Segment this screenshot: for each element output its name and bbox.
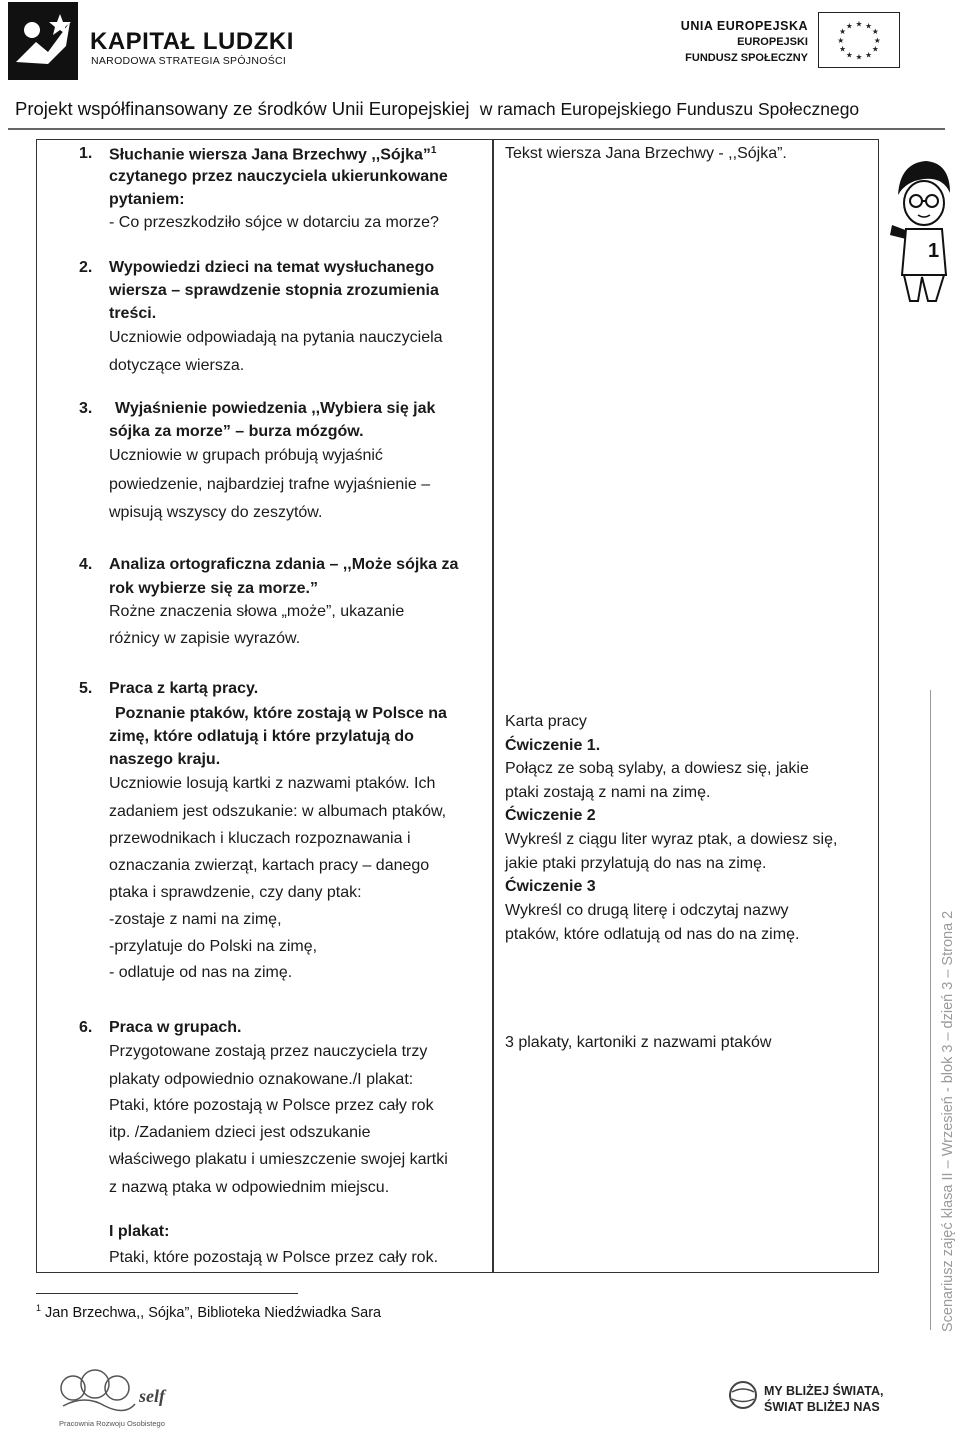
s6-l7: z nazwą ptaka w odpowiednim miejscu. — [109, 1179, 390, 1196]
footnote-mark: 1 — [36, 1303, 42, 1313]
section-2-number: 2. — [79, 259, 93, 276]
eu-flag-icon — [818, 12, 900, 68]
s5-l8: oznaczania zwierząt, kartach pracy – danego — [109, 857, 430, 874]
footnote-text: Jan Brzechwa,, Sójka”, Biblioteka Niedźwiadka Sara — [41, 1304, 382, 1321]
page-side-caption: Scenariusz zajęć klasa II – Wrzesień - blok 3 – dzień 3 – Strona 2 — [940, 910, 956, 1332]
ue-text-block — [681, 18, 808, 66]
svg-text:★: ★ — [855, 52, 863, 62]
s5-l12: - odlatuje od nas na zimę. — [109, 964, 293, 981]
s5-l10: -zostaje z nami na zimę, — [109, 911, 282, 928]
exercise-1-l2: ptaki zostają z nami na zimę. — [505, 784, 711, 801]
section-1-title — [109, 145, 436, 164]
kapital-ludzki-subtitle: NARODOWA STRATEGIA SPÓJNOŚCI — [91, 55, 287, 67]
section-5-number: 5. — [79, 680, 93, 697]
s6-l6: właściwego plakatu i umieszczenie swojej kartki — [109, 1151, 448, 1168]
table-column-divider — [492, 139, 494, 1273]
s2-l5: dotyczące wiersza. — [109, 357, 245, 374]
footer-slogan-line-1: MY BLIŻEJ ŚWIATA, — [764, 1384, 884, 1398]
s5-l11: -przylatuje do Polski na zimę, — [109, 938, 318, 955]
s5-l4: naszego kraju. — [109, 751, 221, 768]
svg-text:★: ★ — [839, 27, 847, 37]
s6-l8: I plakat: — [109, 1223, 170, 1240]
s3-l3: Uczniowie w grupach próbują wyjaśnić — [109, 447, 383, 464]
s4-l2: rok wybierze się za morze.” — [109, 580, 318, 597]
s1-l4: - Co przeszkodziło sójce w dotarciu za morze? — [109, 214, 439, 231]
self-word: self — [139, 1386, 165, 1406]
ue-line-2: EUROPEJSKI — [737, 36, 808, 48]
svg-text:★: ★ — [845, 21, 853, 31]
s1-footnote-ref: 1 — [430, 145, 437, 156]
svg-text:★: ★ — [865, 50, 873, 60]
kapital-ludzki-logo — [8, 2, 78, 80]
s3-l4: powiedzenie, najbardziej trafne wyjaśnienie – — [109, 476, 431, 493]
svg-text:★: ★ — [845, 50, 853, 60]
worksheet-label: Karta pracy — [505, 713, 587, 730]
section-6-number: 6. — [79, 1019, 93, 1036]
project-line-b: w ramach Europejskiego Funduszu Społecznego — [479, 99, 860, 119]
svg-text:★: ★ — [871, 44, 879, 54]
ue-line-1: UNIA EUROPEJSKA — [680, 19, 808, 33]
poem-text-note: Tekst wiersza Jana Brzechwy - ,,Sójka”. — [505, 145, 787, 162]
section-4-number: 4. — [79, 556, 93, 573]
section-3-number: 3. — [79, 400, 93, 417]
s5-l5: Uczniowie losują kartki z nazwami ptaków. Ich — [109, 775, 436, 792]
footnote — [36, 1303, 381, 1321]
svg-text:★: ★ — [865, 21, 873, 31]
exercise-1-l1: Połącz ze sobą sylaby, a dowiesz się, jakie — [505, 760, 809, 777]
svg-text:★: ★ — [839, 44, 847, 54]
s3-l5: wpisują wszyscy do zeszytów. — [109, 504, 323, 521]
section-1-number: 1. — [79, 145, 93, 162]
exercise-2-l2: jakie ptaki przylatują do nas na zimę. — [505, 855, 767, 872]
exercise-3-l1: Wykreśl co drugą literę i odczytaj nazwy — [505, 902, 789, 919]
s6-l9: Ptaki, które pozostają w Polsce przez cały rok. — [109, 1249, 439, 1266]
exercise-1-title: Ćwiczenie 1. — [505, 737, 601, 754]
project-line-a: Projekt współfinansowany ze środków Unii Europejskiej — [15, 98, 470, 119]
footer-slogan-line-2: ŚWIAT BLIŻEJ NAS — [764, 1400, 880, 1414]
svg-text:★: ★ — [855, 19, 863, 29]
s5-l7: przewodnikach i kluczach rozpoznawania i — [109, 830, 411, 847]
s1-l2: czytanego przez nauczyciela ukierunkowane — [109, 168, 448, 185]
s6-l2: Przygotowane zostają przez nauczyciela trzy — [109, 1043, 428, 1060]
mascot-number: 1 — [928, 240, 940, 262]
footnote-rule — [36, 1293, 298, 1294]
s5-l9: ptaka i sprawdzenie, czy dany ptak: — [109, 884, 362, 901]
s6-l4: Ptaki, które pozostają w Polsce przez cały rok — [109, 1097, 434, 1114]
self-caption: Pracownia Rozwoju Osobistego — [59, 1419, 165, 1428]
side-rule — [930, 690, 931, 1330]
svg-text:★: ★ — [837, 35, 845, 45]
kapital-ludzki-title: KAPITAŁ LUDZKI — [90, 28, 294, 55]
s2-l4: Uczniowie odpowiadają na pytania nauczyciela — [109, 329, 443, 346]
mascot-figure-icon — [888, 155, 958, 305]
svg-text:★: ★ — [871, 27, 879, 37]
s1-l3: pytaniem: — [109, 191, 185, 208]
s3-l2: sójka za morze” – burza mózgów. — [109, 423, 364, 440]
svg-text:★: ★ — [873, 35, 881, 45]
header-rule — [8, 128, 945, 130]
exercise-2-l1: Wykreśl z ciągu liter wyraz ptak, a dowiesz się, — [505, 831, 838, 848]
s1-l1: Słuchanie wiersza Jana Brzechwy ,,Sójka” — [109, 146, 431, 164]
s6-l5: itp. /Zadaniem dzieci jest odszukanie — [109, 1124, 371, 1141]
s6-l3: plakaty odpowiednio oznakowane./I plakat: — [109, 1071, 414, 1088]
globe-icon — [726, 1380, 760, 1410]
exercise-3-title: Ćwiczenie 3 — [505, 878, 596, 895]
exercise-3-l2: ptaków, które odlatują od nas do na zimę. — [505, 926, 800, 943]
s4-l4: różnicy w zapisie wyrazów. — [109, 630, 301, 647]
s5-l1: Praca z kartą pracy. — [109, 680, 259, 697]
footer-slogan — [764, 1383, 883, 1415]
materials-note: 3 plakaty, kartoniki z nazwami ptaków — [505, 1034, 772, 1051]
s5-l2: Poznanie ptaków, które zostają w Polsce na — [115, 705, 447, 722]
exercise-2-title: Ćwiczenie 2 — [505, 807, 596, 824]
s3-l1: Wyjaśnienie powiedzenia ,,Wybiera się jak — [115, 400, 436, 417]
s6-l1: Praca w grupach. — [109, 1019, 242, 1036]
s5-l3: zimę, które odlatują i które przylatują do — [109, 728, 414, 745]
s2-l3: treści. — [109, 305, 157, 322]
s5-l6: zadaniem jest odszukanie: w albumach ptaków, — [109, 803, 447, 820]
s4-l1: Analiza ortograficzna zdania – ,,Może sójka za — [109, 556, 459, 573]
s2-l1: Wypowiedzi dzieci na temat wysłuchanego — [109, 259, 435, 276]
project-funding-line — [15, 98, 859, 120]
s2-l2: wiersza – sprawdzenie stopnia zrozumienia — [109, 282, 439, 299]
s4-l3: Rożne znaczenia słowa „może”, ukazanie — [109, 603, 405, 620]
ue-line-3: FUNDUSZ SPOŁECZNY — [685, 52, 808, 64]
self-pracownia-logo — [55, 1366, 195, 1430]
